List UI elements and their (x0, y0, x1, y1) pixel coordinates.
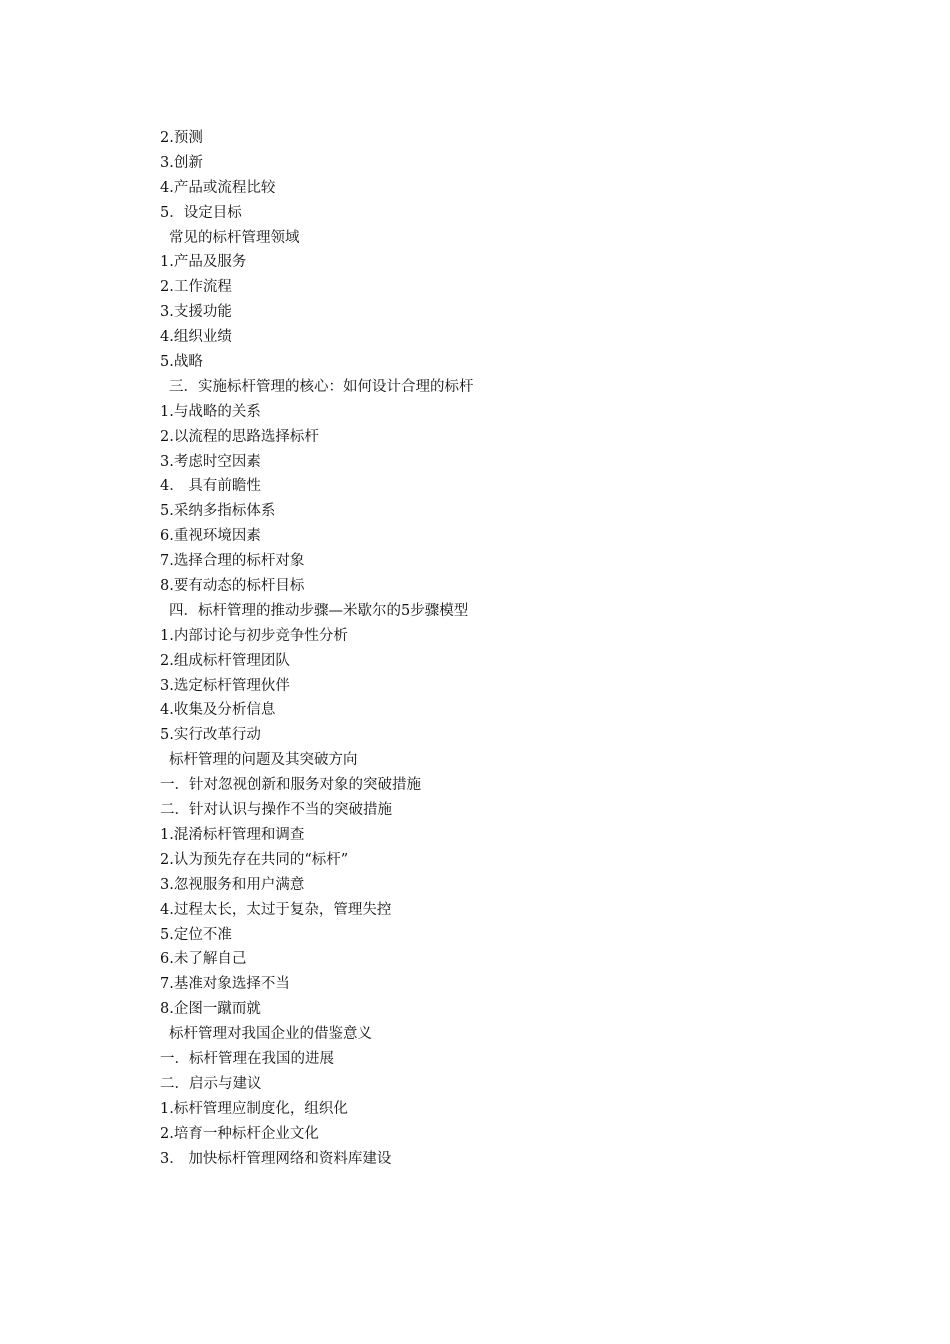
list-item: 2.工作流程 (160, 279, 232, 296)
list-item: 3.支援功能 (160, 304, 232, 321)
list-item: 7.选择合理的标杆对象 (160, 553, 305, 570)
list-item: 4.组织业绩 (160, 329, 232, 346)
section-heading: 三．实施标杆管理的核心：如何设计合理的标杆 (169, 378, 474, 395)
list-item: 2.培育一种标杆企业文化 (160, 1125, 319, 1142)
list-item: 2.组成标杆管理团队 (160, 652, 290, 669)
list-item: 3． 加快标杆管理网络和资料库建设 (160, 1150, 392, 1167)
section-heading: 标杆管理对我国企业的借鉴意义 (169, 1026, 372, 1043)
list-item: 8.要有动态的标杆目标 (160, 578, 305, 595)
list-item: 2.认为预先存在共同的“标杆” (160, 851, 349, 868)
list-item: 1.内部讨论与初步竞争性分析 (160, 627, 348, 644)
list-item: 5．设定目标 (160, 204, 242, 221)
list-item: 1.标杆管理应制度化，组织化 (160, 1100, 348, 1117)
list-item: 6.未了解自己 (160, 951, 247, 968)
list-item: 8.企图一蹴而就 (160, 1001, 261, 1018)
list-item: 2.以流程的思路选择标杆 (160, 428, 319, 445)
section-heading: 常见的标杆管理领域 (169, 229, 300, 246)
list-item: 2.预测 (160, 130, 203, 146)
subsection-heading: 二．启示与建议 (160, 1075, 262, 1092)
list-item: 7.基准对象选择不当 (160, 976, 290, 993)
list-item: 1.混淆标杆管理和调查 (160, 826, 305, 843)
list-item: 4.过程太长，太过于复杂，管理失控 (160, 901, 392, 918)
list-item: 4.产品或流程比较 (160, 179, 276, 196)
list-item: 3.选定标杆管理伙伴 (160, 677, 290, 694)
list-item: 1.与战略的关系 (160, 403, 261, 420)
list-item: 5.定位不准 (160, 926, 232, 943)
list-item: 5.采纳多指标体系 (160, 503, 276, 520)
subsection-heading: 二．针对认识与操作不当的突破措施 (160, 802, 392, 819)
list-item: 1.产品及服务 (160, 254, 247, 271)
list-item: 4.收集及分析信息 (160, 702, 276, 719)
list-item: 3.创新 (160, 154, 203, 171)
subsection-heading: 一．针对忽视创新和服务对象的突破措施 (160, 777, 421, 794)
list-item: 3.考虑时空因素 (160, 453, 261, 470)
document-body (160, 126, 800, 1171)
section-heading: 标杆管理的问题及其突破方向 (169, 752, 358, 769)
list-item: 5.实行改革行动 (160, 727, 261, 744)
list-item: 4． 具有前瞻性 (160, 478, 261, 495)
list-item: 3.忽视服务和用户满意 (160, 876, 305, 893)
list-item: 5.战略 (160, 354, 203, 371)
section-heading: 四．标杆管理的推动步骤—米歇尔的5步骤模型 (169, 602, 469, 619)
list-item: 6.重视环境因素 (160, 528, 261, 545)
subsection-heading: 一．标杆管理在我国的进展 (160, 1050, 334, 1067)
